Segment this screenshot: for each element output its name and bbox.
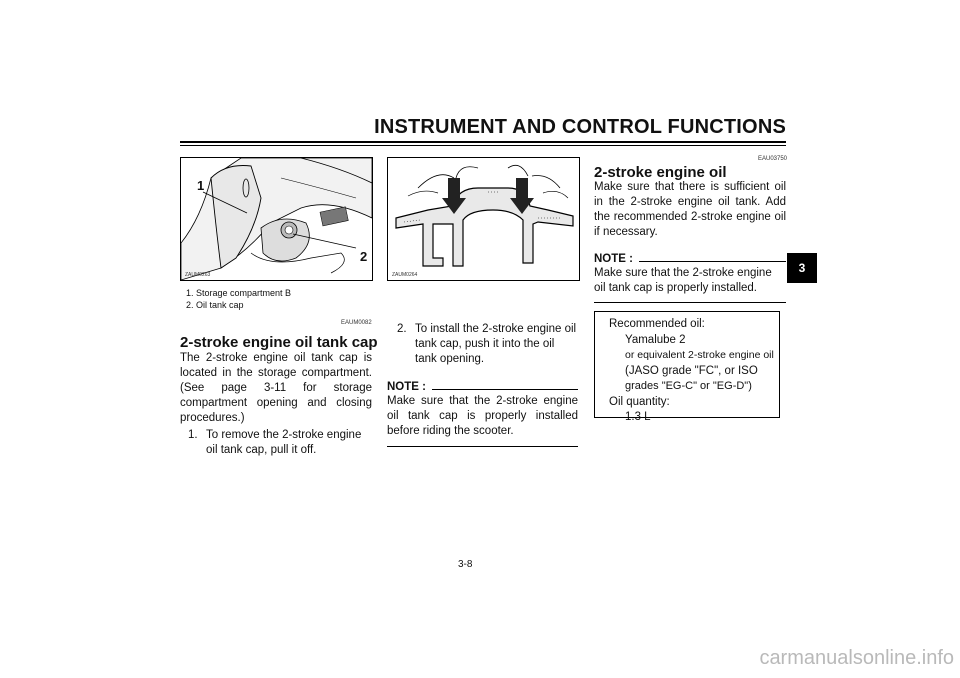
section-code: EAUM0082 bbox=[341, 320, 372, 326]
storage-compartment-illustration bbox=[181, 158, 372, 280]
note-bottom-rule bbox=[387, 446, 578, 447]
note-label: NOTE : bbox=[594, 253, 633, 265]
header-rule bbox=[180, 141, 786, 143]
figure-code: ZAUM0263 bbox=[185, 272, 211, 278]
chapter-tab: 3 bbox=[787, 253, 817, 283]
legend-item: 1. Storage compartment B bbox=[186, 288, 292, 298]
step-1 bbox=[188, 428, 372, 458]
spec-value: Yamalube 2 bbox=[625, 333, 686, 346]
section-heading: 2-stroke engine oil bbox=[594, 164, 727, 181]
section-paragraph: Make sure that there is sufficient oil in the 2-stroke engine oil tank. Add the recommended 2-stroke engine oil if necessary. bbox=[594, 181, 786, 238]
spec-box bbox=[594, 311, 780, 423]
page-number: 3-8 bbox=[458, 559, 473, 570]
section-code: EAU03750 bbox=[758, 156, 788, 162]
figure-install-cap bbox=[387, 157, 580, 281]
figure-code: ZAUM0264 bbox=[392, 272, 418, 278]
step-number: 1. bbox=[188, 429, 198, 441]
note-rule bbox=[432, 389, 578, 390]
figure-legend bbox=[186, 287, 291, 311]
spec-value: grades "EG-C" or "EG-D") bbox=[625, 380, 752, 392]
figure-storage-compartment bbox=[180, 157, 373, 281]
note-box bbox=[387, 381, 578, 447]
note-rule bbox=[639, 261, 786, 262]
step-text: To remove the 2-stroke engine oil tank cap, pull it off. bbox=[206, 429, 362, 456]
callout-2: 2 bbox=[360, 249, 368, 264]
note-label: NOTE : bbox=[387, 381, 426, 393]
callout-1: 1 bbox=[197, 178, 205, 193]
note-box bbox=[594, 253, 786, 303]
note-bottom-rule bbox=[594, 302, 786, 303]
note-text: Make sure that the 2-stroke engine oil tank cap is properly installed before riding the scooter. bbox=[387, 395, 578, 437]
spec-value: (JASO grade "FC", or ISO bbox=[625, 364, 758, 377]
section-paragraph: The 2-stroke engine oil tank cap is located in the storage compartment. (See page 3-11 for storage compartment opening and closing procedures.) bbox=[180, 352, 372, 424]
spec-value: or equivalent 2-stroke engine oil bbox=[625, 349, 774, 361]
note-text: Make sure that the 2-stroke engine oil tank cap is properly installed. bbox=[594, 267, 772, 294]
spec-value: 1.3 L bbox=[625, 411, 651, 423]
spec-label: Recommended oil: bbox=[609, 318, 705, 330]
oil-tank-cap-illustration bbox=[388, 158, 579, 280]
watermark: carmanualsonline.info bbox=[759, 647, 954, 669]
step-text: To install the 2-stroke engine oil tank cap, push it into the oil tank opening. bbox=[415, 323, 577, 365]
header-rule-thin bbox=[180, 145, 786, 146]
legend-item: 2. Oil tank cap bbox=[186, 300, 244, 310]
step-number: 2. bbox=[397, 323, 407, 335]
page-title: INSTRUMENT AND CONTROL FUNCTIONS bbox=[374, 116, 786, 138]
section-heading: 2-stroke engine oil tank cap bbox=[180, 334, 378, 351]
spec-label: Oil quantity: bbox=[609, 395, 670, 408]
step-2 bbox=[397, 322, 578, 367]
